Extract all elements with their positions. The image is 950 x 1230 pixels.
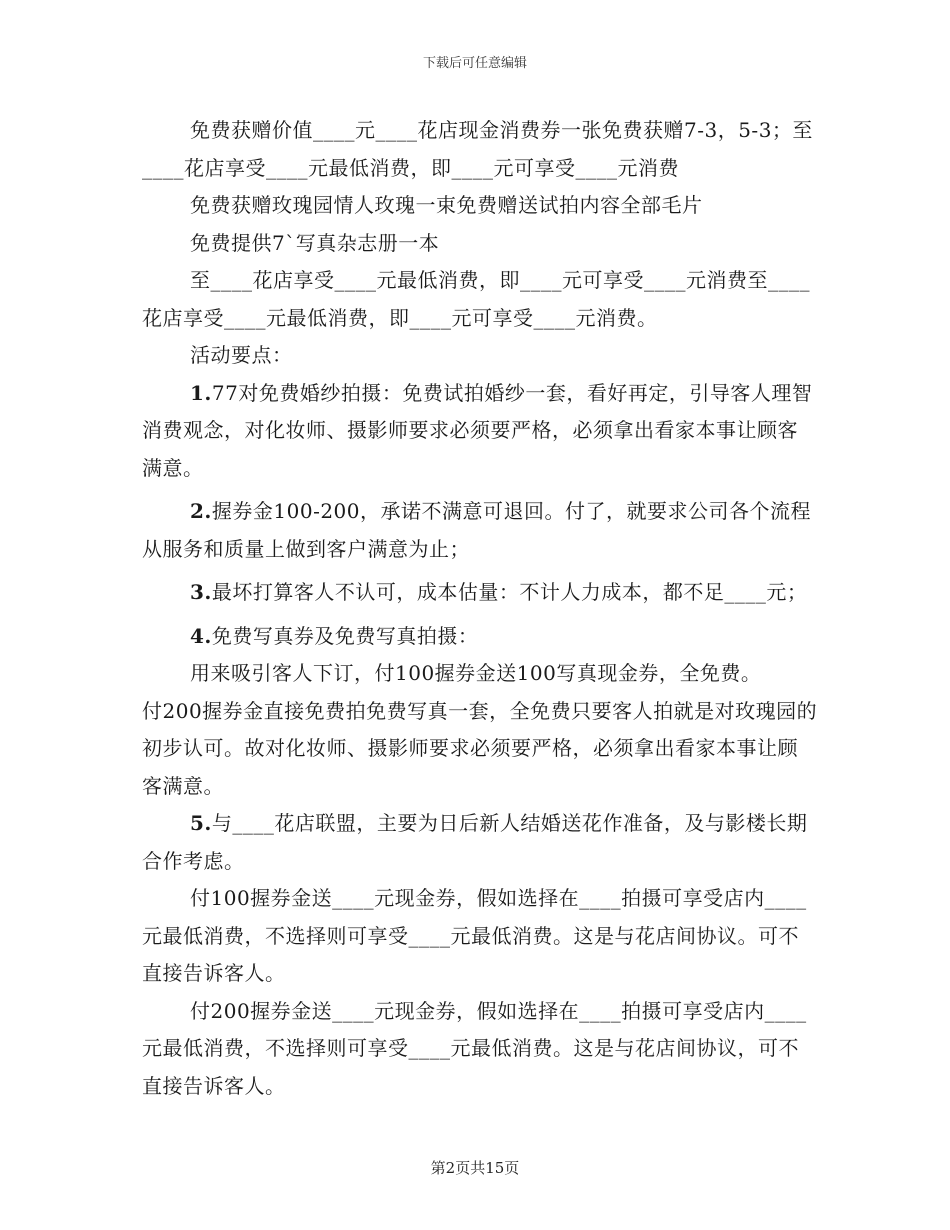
list-item: [142, 805, 818, 880]
list-item: [142, 375, 818, 488]
paragraph: 免费提供7`写真杂志册一本: [190, 230, 440, 255]
list-item: [142, 493, 818, 568]
paragraph: 付200握券金直接免费拍免费写真一套，全免费只要客人拍就是对玫瑰园的初步认可。故对化妆师、摄影师要求必须要严格，必须拿出看家本事让顾客满意。: [142, 698, 818, 798]
paragraph: 免费获赠价值____元____花店现金消费券一张免费获赠7-3，5-3；至____花店享受____元最低消费，即____元可享受____元消费: [142, 118, 813, 180]
page-footer: 第2页共15页: [430, 1159, 520, 1177]
paragraph: 至____花店享受____元最低消费，即____元可享受____元消费至____花店享受____元最低消费，即____元可享受____元消费。: [142, 268, 810, 330]
list-number: 1.: [190, 380, 212, 405]
list-number: 4.: [190, 623, 212, 648]
list-item-text: 最坏打算客人不认可，成本估量：不计人力成本，都不足____元；: [211, 580, 808, 604]
paragraph: 付200握券金送____元现金券，假如选择在____拍摄可享受店内____元最低消费，不选择则可享受____元最低消费。这是与花店间协议，可不直接告诉客人。: [142, 998, 807, 1098]
list-number: 3.: [190, 580, 212, 604]
document-body: [142, 112, 818, 1105]
section-heading: 活动要点：: [190, 343, 293, 367]
list-item-text: 握券金100-200，承诺不满意可退回。付了，就要求公司各个流程从服务和质量上做到客户满意为止；: [142, 499, 811, 561]
paragraph: 付100握券金送____元现金券，假如选择在____拍摄可享受店内____元最低消费，不选择则可享受____元最低消费。这是与花店间协议。可不直接告诉客人。: [142, 886, 807, 985]
list-number: 2.: [190, 499, 212, 523]
list-item: [142, 618, 818, 656]
list-item-text: 免费写真券及免费写真拍摄：: [211, 623, 479, 648]
list-item: [142, 574, 818, 612]
list-number: 5.: [190, 811, 212, 835]
list-item-text: 77对免费婚纱拍摄：免费试拍婚纱一套，看好再定，引导客人理智消费观念，对化妆师、摄影师要求必须要严格，必须拿出看家本事让顾客满意。: [142, 380, 813, 480]
page-header: 下载后可任意编辑: [422, 56, 527, 71]
paragraph: 免费获赠玫瑰园情人玫瑰一束免费赠送试拍内容全部毛片: [190, 193, 703, 217]
list-item-text: 与____花店联盟，主要为日后新人结婚送花作准备，及与影楼长期合作考虑。: [142, 811, 808, 873]
paragraph: 用来吸引客人下订，付100握券金送100写真现金券，全免费。: [190, 661, 762, 685]
